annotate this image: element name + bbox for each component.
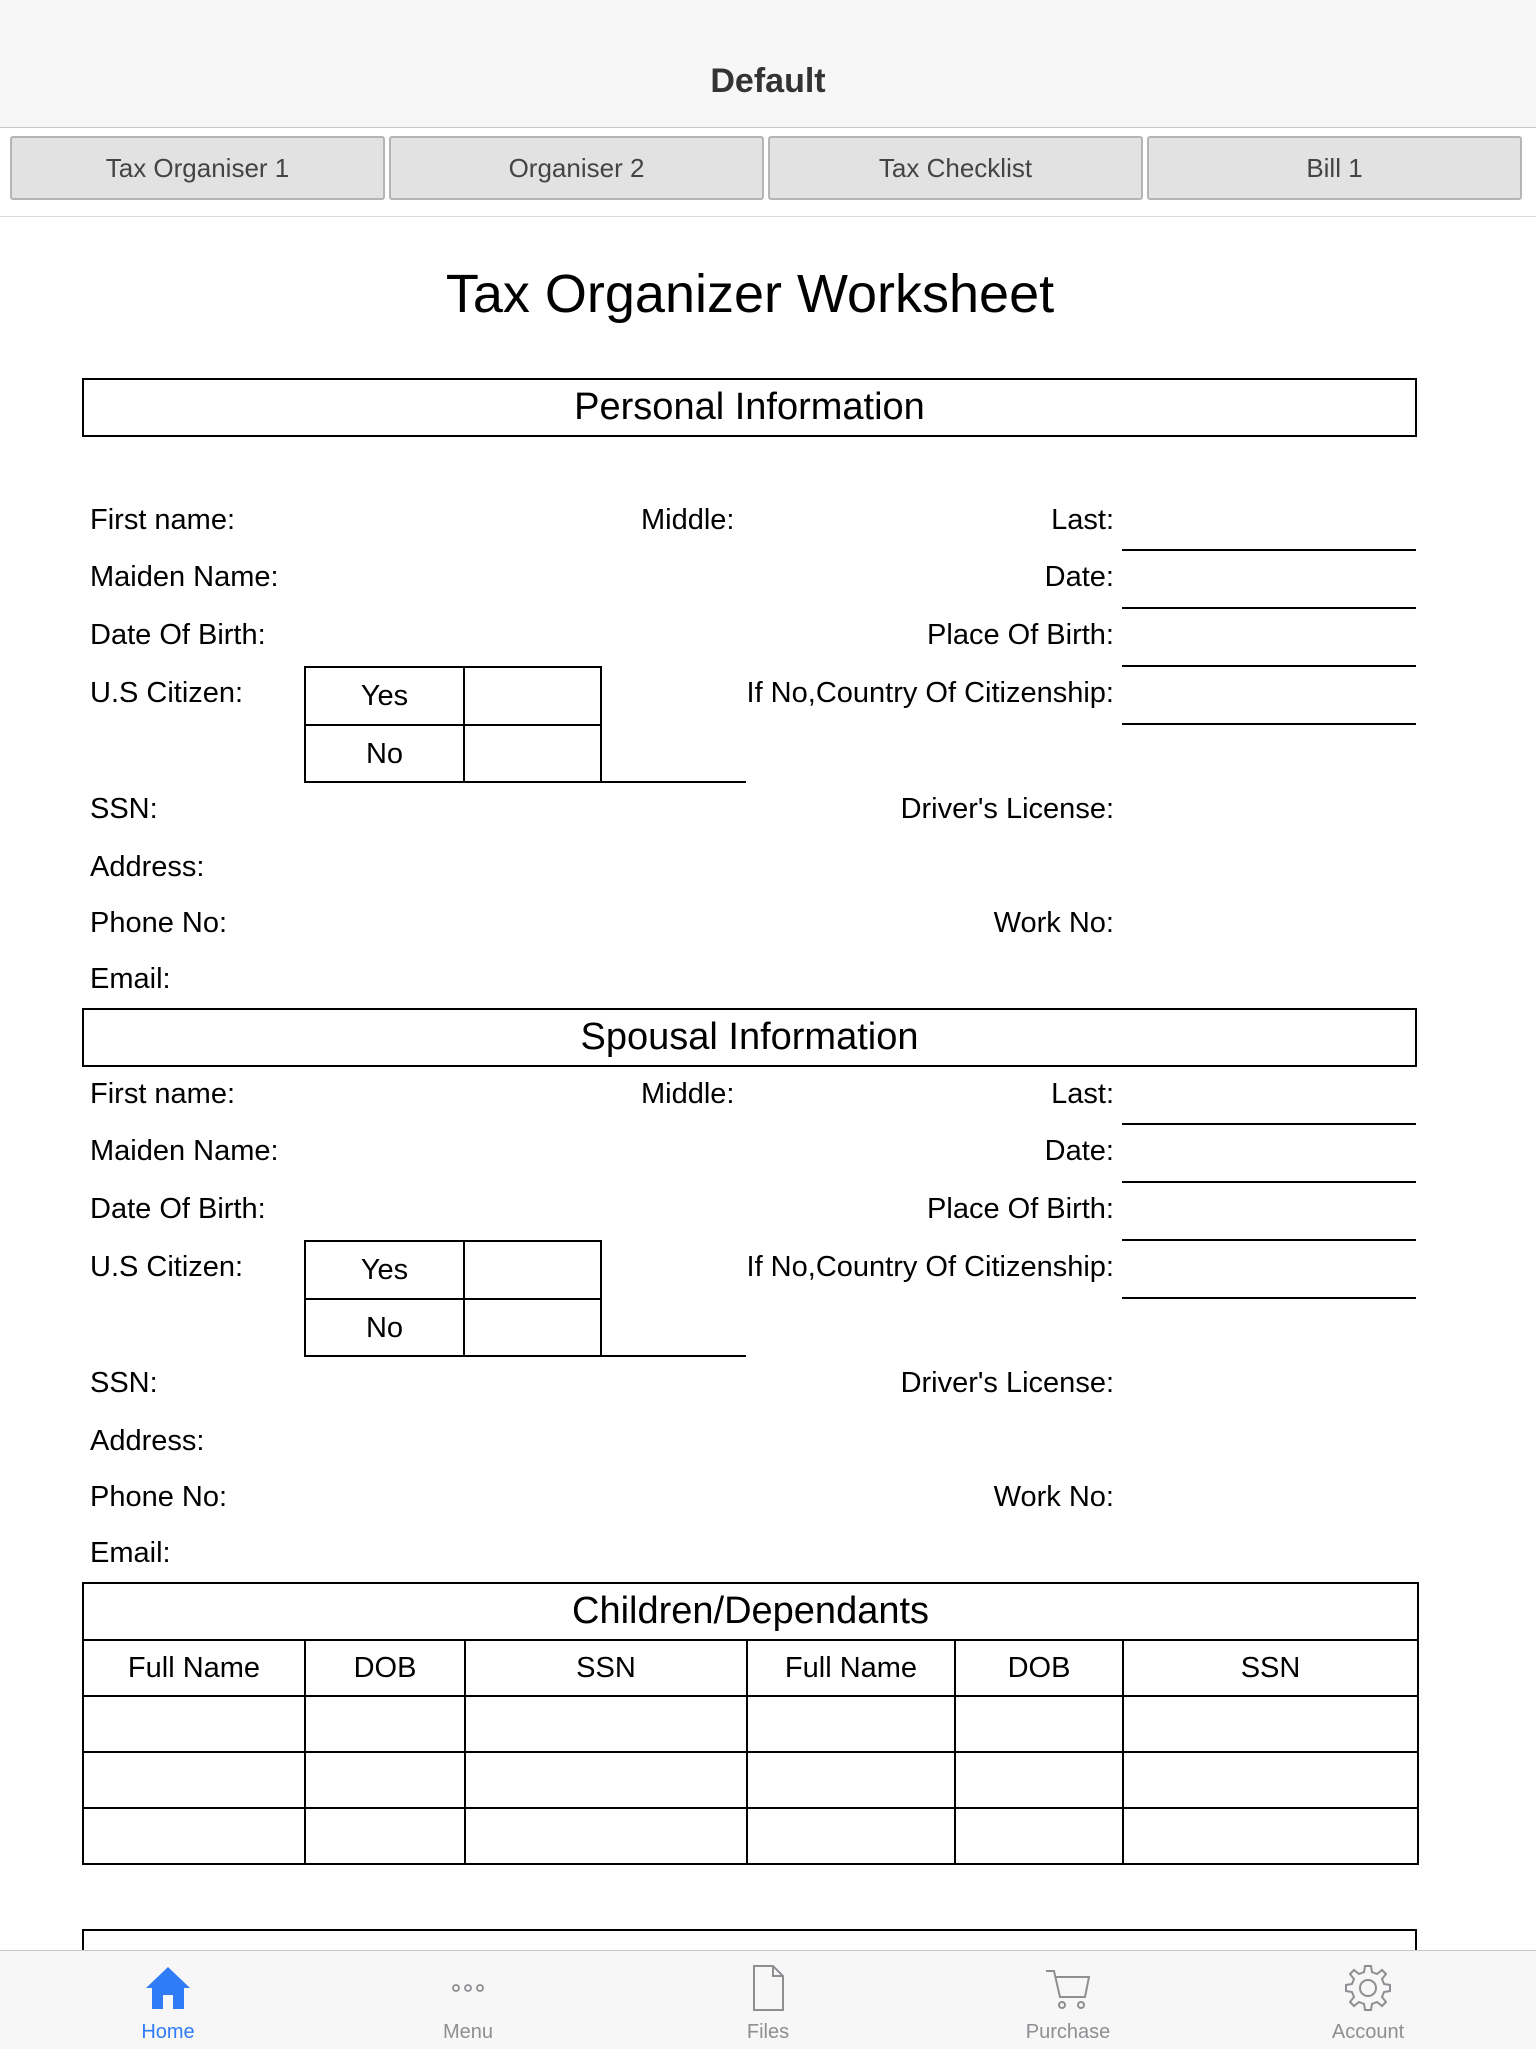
nav-title: Default [710,62,826,100]
spouse-country-citizenship-field[interactable] [1122,1297,1416,1299]
citizen-yes-checkbox[interactable] [465,668,600,724]
next-section-header [82,1929,1417,1950]
citizen-yes-label: Yes [360,679,409,712]
spouse-email-label: Email: [90,1537,171,1569]
more-icon [443,1963,493,2013]
date-field[interactable] [1122,607,1416,609]
table-cell[interactable] [1123,1808,1418,1864]
spouse-ssn-label: SSN: [90,1367,158,1399]
spouse-citizen-no-checkbox[interactable] [465,1300,600,1356]
navigation-bar [0,0,1536,128]
citizen-no-label: No [365,737,404,770]
column-header-ssn: SSN [465,1640,747,1696]
work-no-label: Work No: [993,907,1114,939]
tab-purchase[interactable] [918,1951,1218,2049]
tab-home[interactable] [18,1951,318,2049]
file-icon [743,1963,793,2013]
date-label: Date: [1044,561,1114,593]
bottom-tab-bar [0,1950,1536,2049]
table-cell[interactable] [955,1808,1123,1864]
drivers-license-label: Driver's License: [900,793,1114,825]
spouse-citizen-yes-checkbox[interactable] [465,1242,600,1298]
spouse-last-label: Last: [1051,1078,1114,1110]
spouse-place-of-birth-label: Place Of Birth: [927,1193,1114,1225]
spouse-us-citizen-label: U.S Citizen: [90,1251,244,1283]
tab-account-label: Account [1331,2021,1405,2043]
column-header-ssn-2: SSN [1123,1640,1418,1696]
last-field[interactable] [1122,549,1416,551]
table-cell[interactable] [83,1808,305,1864]
tab-purchase-label: Purchase [1025,2021,1111,2043]
table-cell[interactable] [83,1752,305,1808]
home-icon [143,1963,193,2013]
table-cell[interactable] [465,1752,747,1808]
tab-home-label: Home [141,2021,195,2043]
column-header-dob-2: DOB [955,1640,1123,1696]
table-cell[interactable] [955,1752,1123,1808]
tab-menu[interactable] [318,1951,618,2049]
table-cell[interactable] [305,1808,465,1864]
table-cell[interactable] [955,1696,1123,1752]
spouse-first-name-label: First name: [90,1078,236,1110]
us-citizen-label: U.S Citizen: [90,677,244,709]
table-cell[interactable] [465,1808,747,1864]
ssn-label: SSN: [90,793,158,825]
country-citizenship-field[interactable] [1122,723,1416,725]
table-cell[interactable] [747,1752,955,1808]
spousal-information-header: Spousal Information [82,1008,1417,1067]
country-citizenship-label: If No,Country Of Citizenship: [746,677,1114,709]
tab-tax-organiser-1[interactable]: Tax Organiser 1 [10,136,385,200]
spouse-citizen-box-underline [602,1355,746,1357]
cart-icon [1043,1963,1093,2013]
tab-files-label: Files [746,2021,790,2043]
spouse-address-label: Address: [90,1425,205,1457]
email-label: Email: [90,963,171,995]
table-header-row [83,1640,1418,1696]
place-of-birth-field[interactable] [1122,665,1416,667]
spouse-place-of-birth-field[interactable] [1122,1239,1416,1241]
tab-bill-1[interactable]: Bill 1 [1147,136,1522,200]
tab-organiser-2[interactable]: Organiser 2 [389,136,764,200]
table-cell[interactable] [465,1696,747,1752]
last-label: Last: [1051,504,1114,536]
document-content[interactable] [0,217,1536,1950]
place-of-birth-label: Place Of Birth: [927,619,1114,651]
tab-tax-checklist[interactable]: Tax Checklist [768,136,1143,200]
tab-files[interactable] [618,1951,918,2049]
spouse-citizen-yes-label: Yes [360,1253,409,1286]
table-cell[interactable] [1123,1752,1418,1808]
table-row [83,1752,1418,1808]
table-row [83,1696,1418,1752]
table-cell[interactable] [747,1696,955,1752]
first-name-label: First name: [90,504,236,536]
spouse-middle-label: Middle: [641,1078,735,1110]
spouse-country-citizenship-label: If No,Country Of Citizenship: [746,1251,1114,1283]
personal-information-header: Personal Information [82,378,1417,437]
spouse-phone-label: Phone No: [90,1481,228,1513]
spouse-citizen-no-label: No [365,1311,404,1344]
table-cell[interactable] [747,1808,955,1864]
spouse-date-field[interactable] [1122,1181,1416,1183]
document-tabs [0,128,1536,217]
table-row [83,1808,1418,1864]
maiden-name-label: Maiden Name: [90,561,279,593]
citizen-box-underline [602,781,746,783]
column-header-dob: DOB [305,1640,465,1696]
tab-menu-label: Menu [442,2021,494,2043]
spouse-maiden-name-label: Maiden Name: [90,1135,279,1167]
column-header-full-name: Full Name [83,1640,305,1696]
citizen-no-checkbox[interactable] [465,726,600,782]
address-label: Address: [90,851,205,883]
spouse-work-no-label: Work No: [993,1481,1114,1513]
table-cell[interactable] [1123,1696,1418,1752]
children-dependants-header: Children/Dependants [83,1583,1418,1640]
spouse-last-field[interactable] [1122,1123,1416,1125]
gear-icon [1343,1963,1393,2013]
spouse-drivers-license-label: Driver's License: [900,1367,1114,1399]
table-cell[interactable] [83,1696,305,1752]
dob-label: Date Of Birth: [90,619,266,651]
middle-label: Middle: [641,504,735,536]
column-header-full-name-2: Full Name [747,1640,955,1696]
table-cell[interactable] [305,1752,465,1808]
tab-account[interactable] [1218,1951,1518,2049]
table-cell[interactable] [305,1696,465,1752]
spouse-dob-label: Date Of Birth: [90,1193,266,1225]
document-title: Tax Organizer Worksheet [445,264,1055,324]
phone-label: Phone No: [90,907,228,939]
children-dependants-table [82,1582,1417,1865]
spouse-date-label: Date: [1044,1135,1114,1167]
